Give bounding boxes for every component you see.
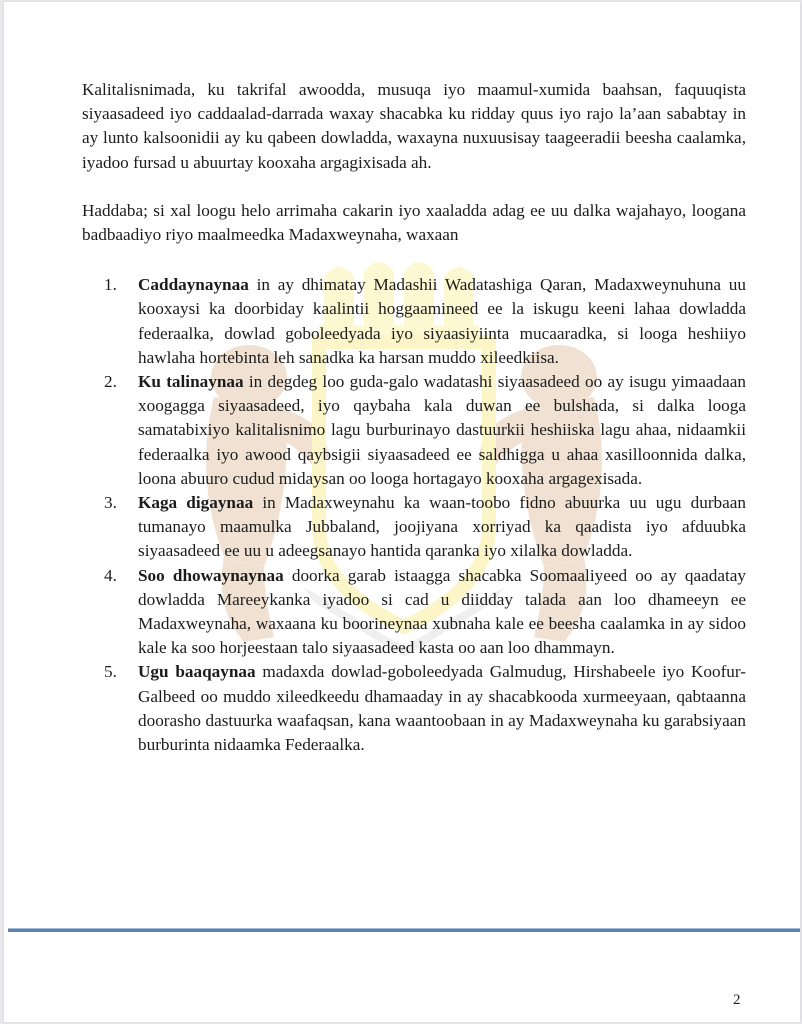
lead-paragraph: Haddaba; si xal loogu helo arrimaha cakarin iyo xaaladda adag ee uu dalka wajahayo, loogana badbaadiyo riyo maalmeedka Madaxweynaha, waxaan (82, 200, 746, 245)
list-number: 4. (104, 565, 117, 585)
document-page (4, 2, 800, 1022)
list-number: 2. (104, 372, 117, 392)
list-number: 5. (104, 662, 117, 682)
list-item-text: in ay dhimatay Madashii Wadatashiga Qaran, Madaxweynuhuna uu kooxaysi ka doorbiday kaalintii hoggaamineed ee la iskugu keeni lahaa dowladda federaalka, dowlad goboleedyada iyo siyaasiyiinta mucaaradka, si looga heshiiyo hawlaha hortebinta leh sanadka ka harsan muddo xileedkiisa. (138, 275, 746, 367)
list-item (104, 660, 746, 757)
list-item-lead: Kaga digaynaa (138, 493, 254, 513)
list-item-lead: Soo dhowaynaynaa (138, 565, 284, 585)
list-item (104, 370, 746, 491)
resolution-list (82, 273, 746, 757)
list-item-text: in Madaxweynahu ka waan-toobo fidno abuurka uu ugu durbaan tumanayo maamulka Jubbaland, joojiyana xorriyad ka qaadista iyo afduubka siyaasadeed ee uu u adeegsanayo hantida qaranka iyo xilalka dowladda. (138, 493, 746, 561)
list-item (104, 273, 746, 370)
list-item-text: doorka garab istaagga shacabka Soomaaliyeed oo ay qaadatay dowladda Mareeykanka iyadoo si cad u diidday talada aan loo dhameeyn ee Madaxweynaha, waxaana ku boorineynaa xubnaha kale ee beesha caalamka in ay sidoo kale ka soo horjeestaan talo siyaasadeed kasta oo aan loo dhammayn. (138, 565, 746, 658)
list-number: 3. (104, 493, 117, 513)
page-number: 2 (733, 992, 741, 1008)
list-item-text: madaxda dowlad-goboleedyada Galmudug, Hirshabeele iyo Koofur-Galbeed oo muddo xileedkeedu dhamaaday in ay shacabkooda xurmeeyaan, qabtaanna doorasho dastuurka waafaqsan, kana waantoobaan in ay Madaxweynaha ku garabsiyaan burburinta nidaamka Federaalka. (138, 662, 746, 755)
list-item (104, 491, 746, 564)
list-item-text: in degdeg loo guda-galo wadatashi siyaasadeed oo ay isugu yimaadaan xoogagga siyaasadeed, iyo qaybaha kala duwan ee bulshada, si dalka looga samatabixiyo kalitalisnimo lagu burburinayo dastuurkii heshiiska lagu ahaa, nidaamkii federaalka iyo awood qaybsigii siyaasadeed ee saldhigga u ahaa xasilloonnida dalka, loona abuuro cudud midaysan oo looga hortagayo kooxaha argagexisada. (138, 372, 746, 488)
footer-divider (8, 928, 800, 932)
intro-paragraph: Kalitalisnimada, ku takrifal awoodda, musuqa iyo maamul-xumida baahsan, faquuqista siyaasadeed iyo caddaalad-darrada waxay shacabka ku ridday quus iyo rajo la’aan sababtay in ay lunto kalsoonidii ay ku qabeen dowladda, waxayna nuxuusisay taageeradii beesha caalamka, iyadoo fursad u abuurtay kooxaha argagixisada ah. (82, 80, 746, 172)
document-body (82, 78, 746, 757)
list-item-lead: Ugu baaqaynaa (138, 662, 256, 682)
list-item-lead: Caddaynaynaa (138, 275, 249, 295)
list-item (104, 564, 746, 661)
list-item-lead: Ku talinaynaa (138, 372, 244, 392)
list-number: 1. (104, 275, 117, 295)
